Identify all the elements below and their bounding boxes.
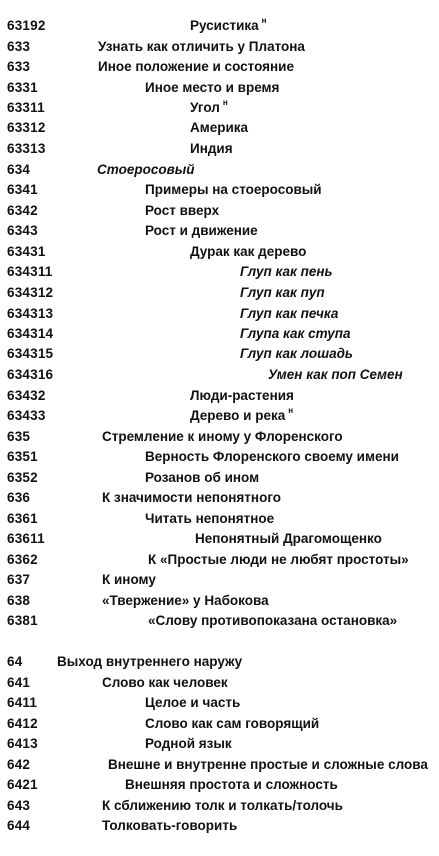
toc-entry	[0, 550, 439, 570]
entry-number: 633	[7, 39, 31, 54]
entry-title	[240, 262, 333, 282]
toc-entry	[0, 775, 439, 795]
entry-title-text: Люди-растения	[190, 388, 294, 403]
toc-entry	[0, 570, 439, 590]
entry-title-text: Угол	[190, 100, 220, 115]
entry-title	[240, 304, 338, 324]
entry-number: 6421	[7, 777, 38, 792]
note-marker: н	[261, 16, 267, 25]
entry-title-text: Иное место и время	[145, 80, 280, 95]
toc-entry	[0, 283, 439, 303]
entry-title-text: К сближению толк и толкать/толочь	[102, 798, 343, 813]
entry-title	[98, 37, 305, 57]
entry-number: 63192	[7, 18, 46, 33]
entry-title	[240, 344, 353, 364]
toc-entry	[0, 180, 439, 200]
entry-title-text: Родной язык	[145, 736, 232, 751]
toc-entry	[0, 98, 439, 118]
toc-entry	[0, 509, 439, 529]
entry-title-text: Глуп как лошадь	[240, 346, 353, 361]
entry-number: 634316	[7, 367, 54, 382]
entry-title-text: Внешняя простота и сложность	[125, 777, 338, 792]
entry-number: 6413	[7, 736, 38, 751]
entry-title	[145, 468, 259, 488]
entry-title-text: Рост и движение	[145, 223, 258, 238]
entry-title	[102, 816, 237, 836]
entry-title-text: Глуп как пень	[240, 264, 333, 279]
toc-entry	[0, 386, 439, 406]
entry-number: 634314	[7, 326, 54, 341]
entry-title-text: «Твержение» у Набокова	[102, 593, 269, 608]
entry-title-text: Стремление к иному у Флоренского	[102, 429, 343, 444]
toc-entry	[0, 16, 439, 36]
entry-title	[98, 57, 294, 77]
entry-number: 63432	[7, 388, 46, 403]
entry-number: 63312	[7, 120, 46, 135]
entry-title-text: Внешне и внутренне простые и сложные слова	[108, 757, 428, 772]
entry-title	[125, 775, 338, 795]
toc-entry	[0, 160, 439, 180]
entry-title-text: Дурак как дерево	[190, 244, 307, 259]
toc-entry	[0, 755, 439, 775]
entry-title-text: Умен как поп Семен	[268, 367, 403, 382]
toc-entry	[0, 57, 439, 77]
note-marker: н	[222, 98, 228, 107]
entry-title-text: К иному	[102, 572, 156, 587]
entry-title	[190, 386, 294, 406]
toc-entry	[0, 201, 439, 221]
entry-title-text: Выход внутреннего наружу	[57, 654, 243, 669]
toc-entry	[0, 488, 439, 508]
entry-title-text: Индия	[190, 141, 233, 156]
entry-number: 638	[7, 593, 31, 608]
entry-title-text: Читать непонятное	[145, 511, 275, 526]
entry-title-text: Глупа как ступа	[240, 326, 351, 341]
entry-number: 63313	[7, 141, 46, 156]
entry-title	[240, 324, 351, 344]
entry-title	[102, 488, 281, 508]
entry-title	[190, 406, 293, 426]
toc-entry	[0, 78, 439, 98]
entry-title	[190, 139, 233, 159]
entry-title	[190, 98, 228, 118]
toc-entry	[0, 427, 439, 447]
toc-entry	[0, 714, 439, 734]
entry-number: 6331	[7, 80, 38, 95]
entry-title	[148, 611, 397, 631]
entry-title	[145, 221, 258, 241]
toc-entry	[0, 344, 439, 364]
entry-number: 63311	[7, 100, 45, 115]
entry-number: 634311	[7, 264, 53, 279]
entry-title-text: Америка	[190, 120, 249, 135]
toc-entry	[0, 796, 439, 816]
entry-title	[190, 16, 267, 36]
entry-number: 633	[7, 59, 31, 74]
toc-entry	[0, 673, 439, 693]
entry-title	[145, 693, 240, 713]
toc-entry	[0, 591, 439, 611]
toc-entry	[0, 816, 439, 836]
entry-number: 635	[7, 429, 31, 444]
entry-title	[145, 509, 274, 529]
entry-title	[240, 283, 325, 303]
entry-number: 6411	[7, 695, 38, 710]
entry-title-text: Розанов об ином	[145, 470, 260, 485]
entry-title	[195, 529, 382, 549]
entry-number: 637	[7, 572, 31, 587]
toc-entry	[0, 468, 439, 488]
toc-entry	[0, 447, 439, 467]
toc-entry	[0, 529, 439, 549]
toc-entry	[0, 304, 439, 324]
toc-entry	[0, 693, 439, 713]
entry-title-text: Непонятный Драгомощенко	[195, 531, 382, 546]
entry-title	[145, 447, 399, 467]
entry-title	[145, 180, 322, 200]
entry-number: 64	[7, 654, 23, 669]
entry-title-text: Глуп как печка	[240, 306, 339, 321]
entry-number: 641	[7, 675, 31, 690]
entry-number: 63431	[7, 244, 46, 259]
entry-number: 6381	[7, 613, 38, 628]
entry-title-text: Дерево и река	[190, 408, 286, 423]
entry-number: 6362	[7, 552, 38, 567]
entry-title-text: Целое и часть	[145, 695, 241, 710]
entry-title-text: «Слову противопоказана остановка»	[148, 613, 398, 628]
entry-title	[102, 673, 228, 693]
entry-number: 6412	[7, 716, 38, 731]
entry-title	[268, 365, 403, 385]
entry-title-text: Примеры на стоеросовый	[145, 182, 322, 197]
entry-number: 63433	[7, 408, 46, 423]
entry-title	[148, 550, 409, 570]
entry-title-text: Иное положение и состояние	[98, 59, 294, 74]
entry-title	[145, 78, 279, 98]
entry-number: 636	[7, 490, 31, 505]
toc-entry	[0, 242, 439, 262]
entry-number: 643	[7, 798, 31, 813]
toc-entry	[0, 262, 439, 282]
toc-entry	[0, 221, 439, 241]
entry-title	[102, 796, 343, 816]
entry-number: 642	[7, 757, 31, 772]
toc-entry	[0, 139, 439, 159]
entry-title	[102, 427, 343, 447]
entry-title-text: Верность Флоренского своему имени	[145, 449, 399, 464]
entry-number: 644	[7, 818, 31, 833]
entry-title-text: Рост вверх	[145, 203, 220, 218]
toc-entry	[0, 118, 439, 138]
entry-title	[102, 570, 156, 590]
entry-title	[97, 160, 195, 180]
entry-number: 634315	[7, 346, 54, 361]
entry-number: 634313	[7, 306, 54, 321]
note-marker: н	[288, 406, 294, 415]
toc-entry	[0, 37, 439, 57]
entry-title	[108, 755, 428, 775]
entry-number: 6342	[7, 203, 38, 218]
entry-title	[190, 242, 306, 262]
entry-title-text: Слово как человек	[102, 675, 228, 690]
entry-title-text: Узнать как отличить у Платона	[98, 39, 305, 54]
entry-title-text: Стоеросовый	[97, 162, 195, 177]
entry-number: 6343	[7, 223, 38, 238]
entry-number: 6341	[7, 182, 38, 197]
toc-entry	[0, 734, 439, 754]
entry-title	[190, 118, 248, 138]
entry-title-text: Русистика	[190, 18, 259, 33]
entry-title-text: Толковать-говорить	[102, 818, 238, 833]
entry-number: 6351	[7, 449, 38, 464]
toc-entry	[0, 324, 439, 344]
entry-title	[145, 201, 219, 221]
toc-entry	[0, 406, 439, 426]
entry-number: 63611	[7, 531, 45, 546]
entry-title	[102, 591, 269, 611]
entry-title	[145, 714, 319, 734]
entry-title	[57, 652, 242, 672]
toc-entry	[0, 652, 439, 672]
entry-title-text: К значимости непонятного	[102, 490, 282, 505]
entry-title-text: К «Простые люди не любят простоты»	[148, 552, 409, 567]
entry-number: 634	[7, 162, 31, 177]
entry-title-text: Глуп как пуп	[240, 285, 325, 300]
entry-title	[145, 734, 232, 754]
entry-number: 6352	[7, 470, 38, 485]
entry-title-text: Слово как сам говорящий	[145, 716, 320, 731]
entry-number: 634312	[7, 285, 54, 300]
entry-number: 6361	[7, 511, 38, 526]
toc-entry	[0, 365, 439, 385]
toc-entry	[0, 611, 439, 631]
